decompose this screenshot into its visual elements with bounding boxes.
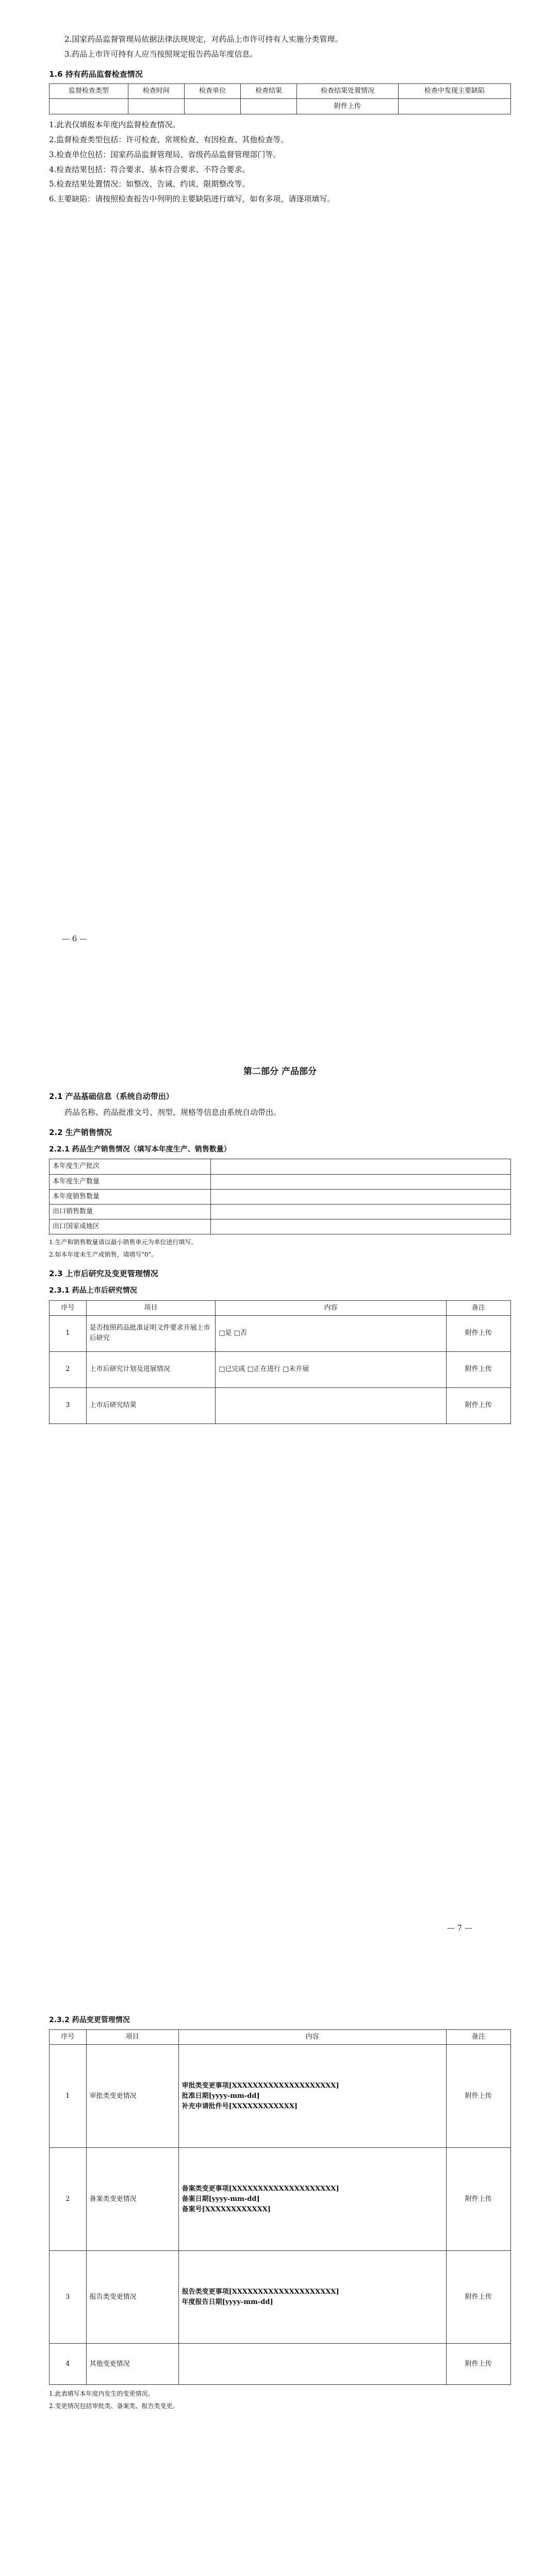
table-header: 项目 [86, 2030, 178, 2045]
note: 2.变更情况包括审批类、备案类、报告类变更。 [49, 2402, 179, 2410]
page-number: — 6 — [62, 934, 88, 943]
table-header: 监督检查类型 [50, 84, 128, 99]
table-cell: 上市后研究结果 [86, 1387, 216, 1423]
table-cell[interactable]: □已完成 □正在进行 □未开展 [216, 1351, 447, 1387]
table-cell: 备案类变更事项[XXXXXXXXXXXXXXXXXXXX] 备案日期[yyyy-mm-dd] 备案号[XXXXXXXXXXXX] [178, 2148, 446, 2251]
table-header: 内容 [216, 1300, 447, 1315]
subsection-heading: 2.2.1 药品生产销售情况（填写本年度生产、销售数量） [49, 1145, 231, 1154]
section-heading: 2.3 上市后研究及变更管理情况 [49, 1268, 158, 1278]
note: 1.生产和销售数量请以最小销售单元为单位进行填写。 [49, 1239, 197, 1246]
table-cell [50, 99, 128, 114]
section-heading: 1.6 持有药品监督检查情况 [49, 69, 143, 79]
table-cell: 4 [50, 2344, 87, 2385]
upload-link[interactable]: 附件上传 [446, 1351, 510, 1387]
subsection-heading: 2.3.2 药品变更管理情况 [49, 2016, 130, 2024]
change-table [49, 2029, 511, 2385]
table-header: 检查时间 [128, 84, 184, 99]
upload-link[interactable]: 附件上传 [446, 2045, 510, 2148]
table-cell[interactable] [216, 1387, 447, 1423]
upload-link[interactable]: 附件上传 [446, 2251, 510, 2344]
note: 2.监督检查类型包括：许可检查、常规检查、有因检查、其他检查等。 [49, 135, 289, 145]
table-cell: 审批类变更情况 [86, 2045, 178, 2148]
table-cell: 3 [50, 2251, 87, 2344]
table-header: 内容 [178, 2030, 446, 2045]
table-input[interactable] [211, 1204, 511, 1219]
table-header: 检查中发现主要缺陷 [398, 84, 510, 99]
inspection-table [49, 83, 511, 114]
table-header: 序号 [50, 2030, 87, 2045]
note: 2.如本年度未生产或销售，请填写"0"。 [49, 1250, 158, 1258]
table-cell: 2 [50, 1351, 87, 1387]
table-header: 备注 [446, 2030, 510, 2045]
table-cell: 本年度销售数量 [50, 1189, 211, 1204]
table-cell [241, 99, 297, 114]
note: 1.此表填写本年度内发生的变更情况。 [49, 2390, 154, 2398]
table-cell: 2 [50, 2148, 87, 2251]
table-cell: 报告类变更情况 [86, 2251, 178, 2344]
paragraph: 2.国家药品监督管理局依据法律法规规定，对药品上市许可持有人实施分类管理。 [64, 35, 343, 44]
table-cell: 1 [50, 1315, 87, 1351]
table-cell [178, 2344, 446, 2385]
table-cell: 是否按照药品批准证明文件要求开展上市后研究 [86, 1315, 216, 1351]
table-cell: 其他变更情况 [86, 2344, 178, 2385]
table-input[interactable] [211, 1159, 511, 1174]
paragraph: 药品名称、药品批准文号、剂型、规格等信息由系统自动带出。 [64, 1107, 282, 1117]
paragraph: 3.药品上市许可持有人应当按照规定报告药品年度信息。 [64, 49, 258, 59]
subsection-heading: 2.3.1 药品上市后研究情况 [49, 1286, 137, 1295]
table-input[interactable] [211, 1189, 511, 1204]
note: 4.检查结果包括：符合要求、基本符合要求、不符合要求。 [49, 164, 250, 174]
table-cell [128, 99, 184, 114]
table-input[interactable] [211, 1174, 511, 1189]
upload-link[interactable]: 附件上传 [446, 1387, 510, 1423]
production-table [49, 1159, 511, 1234]
table-cell: 报告类变更事项[XXXXXXXXXXXXXXXXXXXX] 年度报告日期[yyyy-mm-dd] [178, 2251, 446, 2344]
page-number: — 7 — [447, 1923, 472, 1933]
page-8 [0, 1978, 560, 2576]
section-heading: 2.2 生产销售情况 [49, 1127, 112, 1137]
upload-link[interactable]: 附件上传 [446, 1315, 510, 1351]
table-header: 检查单位 [184, 84, 240, 99]
table-header: 检查结果 [241, 84, 297, 99]
table-header: 检查结果处置情况 [297, 84, 398, 99]
table-header: 序号 [50, 1300, 87, 1315]
table-cell[interactable]: □是 □否 [216, 1315, 447, 1351]
table-cell: 出口国家或地区 [50, 1219, 211, 1234]
table-cell: 出口销售数量 [50, 1204, 211, 1219]
page-6 [0, 0, 560, 989]
table-cell: 3 [50, 1387, 87, 1423]
note: 1.此表仅填报本年度内监督检查情况。 [49, 120, 180, 130]
table-cell: 上市后研究计划及进展情况 [86, 1351, 216, 1387]
part-title: 第二部分 产品部分 [243, 1066, 317, 1077]
table-cell [184, 99, 240, 114]
note: 3.检查单位包括：国家药品监督管理局、省级药品监督管理部门等。 [49, 149, 281, 159]
page-7 [0, 989, 560, 1978]
note: 6.主要缺陷：请按照检查报告中列明的主要缺陷进行填写，如有多项，请逐项填写。 [49, 194, 335, 204]
table-cell [398, 99, 510, 114]
research-table [49, 1300, 511, 1424]
table-cell: 本年度生产批次 [50, 1159, 211, 1174]
upload-link[interactable]: 附件上传 [446, 2344, 510, 2385]
upload-link[interactable]: 附件上传 [446, 2148, 510, 2251]
table-header: 项目 [86, 1300, 216, 1315]
upload-link[interactable]: 附件上传 [297, 99, 398, 114]
note: 5.检查结果处置情况：如整改、告诫、约谈、限期整改等。 [49, 179, 250, 189]
table-cell: 备案类变更情况 [86, 2148, 178, 2251]
table-cell: 本年度生产数量 [50, 1174, 211, 1189]
section-heading: 2.1 产品基础信息（系统自动带出） [49, 1092, 174, 1101]
table-input[interactable] [211, 1219, 511, 1234]
table-cell: 1 [50, 2045, 87, 2148]
table-header: 备注 [446, 1300, 510, 1315]
table-cell: 审批类变更事项[XXXXXXXXXXXXXXXXXXXX] 批准日期[yyyy-mm-dd] 补充申请批件号[XXXXXXXXXXXX] [178, 2045, 446, 2148]
